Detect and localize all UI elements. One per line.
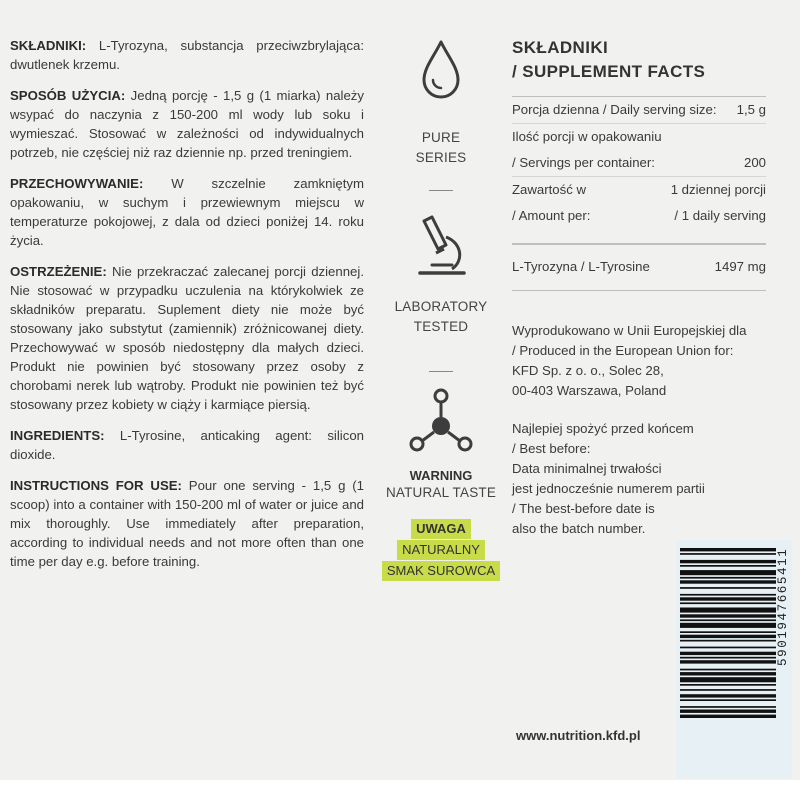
barcode-stripe — [680, 577, 776, 579]
barcode-stripe — [680, 597, 776, 600]
facts-row-right: 1 dziennej porcji — [670, 182, 766, 197]
pl-storage-label: PRZECHOWYWANIE: — [10, 176, 144, 191]
ingredient-row — [512, 243, 766, 280]
uwaga-highlight: UWAGA — [411, 519, 471, 539]
facts-row-right: 1,5 g — [736, 102, 766, 117]
en-instructions-text: Pour one serving - 1,5 g (1 scoop) into a container with 150-200 ml of water or juice and mix thoroughly. Use immediately after preparation, according to individual needs and not more often than one time per day e.g. before training. — [10, 478, 364, 569]
barcode-stripe — [680, 560, 776, 563]
barcode-stripe — [680, 570, 776, 575]
barcode-stripe — [680, 619, 776, 621]
barcode-stripe — [680, 553, 776, 555]
barcode-stripe — [680, 640, 776, 642]
facts-row-right: / 1 daily serving — [674, 208, 766, 223]
sf-title-line1: SKŁADNIKI — [512, 38, 609, 57]
barcode-stripe — [680, 669, 776, 671]
facts-row — [512, 203, 766, 229]
pl-usage-section — [10, 86, 364, 162]
supplement-facts-title — [512, 36, 766, 84]
supplement-facts-column — [512, 36, 766, 539]
facts-row-right: 200 — [743, 155, 766, 170]
lab-line2: TESTED — [413, 319, 469, 334]
facts-row — [512, 176, 766, 203]
barcode-stripe — [680, 706, 776, 708]
barcode-stripe — [680, 548, 776, 551]
pl-storage-section — [10, 174, 364, 250]
pure-line2: SERIES — [415, 150, 467, 165]
en-ingredients-label: INGREDIENTS: — [10, 428, 105, 443]
facts-row-left: Zawartość w — [512, 182, 587, 197]
sf-title-line2: / SUPPLEMENT FACTS — [512, 62, 706, 81]
website-url: www.nutrition.kfd.pl — [516, 728, 641, 743]
barcode-stripe — [680, 710, 776, 713]
producer-info — [512, 321, 766, 401]
best-before-line3: Data minimalnej trwałości — [512, 461, 662, 476]
barcode-stripe — [680, 614, 776, 617]
best-before-line4: jest jednocześnie numerem partii — [512, 481, 705, 496]
barcode-stripe — [680, 672, 776, 675]
facts-row — [512, 150, 766, 176]
barcode-stripe — [680, 608, 776, 613]
producer-line2: / Produced in the European Union for: — [512, 343, 734, 358]
barcode-stripe — [680, 715, 776, 718]
ingredient-name: L-Tyrozyna / L-Tyrosine — [512, 259, 650, 274]
barcode-stripe — [680, 677, 776, 682]
facts-bottom-rule — [512, 290, 766, 291]
barcode-number: 5901947665411 — [776, 548, 790, 667]
facts-row — [512, 123, 766, 150]
barcode-stripe — [680, 647, 776, 649]
barcode — [676, 540, 792, 778]
producer-line1: Wyprodukowano w Unii Europejskiej dla — [512, 323, 747, 338]
barcode-stripe — [680, 699, 776, 701]
pl-warning-text: Nie przekraczać zalecanej porcji dziennej. Nie stosować w przypadku uczulenia na którykolwiek ze składników preparatu. Suplement diety nie może być stosowany jako substytut (zamiennik) zróżnicowanej diety. Przechowywać w sposób niedostępny dla małych dzieci. Produkt nie powinien być stosowany przez osoby z chorobami nerek lub wątroby. Produkt nie powinien też być stosowany przez kobiety w ciąży i karmiące piersią. — [10, 264, 364, 412]
barcode-stripe — [680, 602, 776, 604]
en-ingredients-text: L-Tyrosine, anticaking agent: silicon dioxide. — [10, 428, 364, 462]
best-before-line5: / The best-before date is — [512, 501, 655, 516]
pl-warning-label: OSTRZEŻENIE: — [10, 264, 107, 279]
best-before-line1: Najlepiej spożyć przed końcem — [512, 421, 694, 436]
barcode-stripe — [680, 580, 776, 583]
badges-column — [375, 30, 507, 582]
pl-warning-section — [10, 262, 364, 414]
pl-ingredients-text: L-Tyrozyna, substancja przeciwzbrylająca: dwutlenek krzemu. — [10, 38, 364, 72]
producer-line4: 00-403 Warszawa, Poland — [512, 383, 667, 398]
best-before-line6: also the batch number. — [512, 521, 646, 536]
pl-ingredients-label: SKŁADNIKI: — [10, 38, 87, 53]
facts-row — [512, 96, 766, 123]
barcode-stripe — [680, 660, 776, 663]
barcode-stripe — [680, 623, 776, 628]
barcode-stripe — [680, 565, 776, 567]
facts-row-left: / Amount per: — [512, 208, 591, 223]
barcode-stripe — [680, 587, 776, 589]
barcode-stripe — [680, 631, 776, 633]
barcode-stripe — [680, 635, 776, 638]
ingredient-amount: 1497 mg — [714, 259, 766, 274]
best-before-line2: / Best before: — [512, 441, 591, 456]
description-column — [10, 36, 364, 583]
facts-row-left: Ilość porcji w opakowaniu — [512, 129, 662, 144]
microscope-icon — [412, 215, 470, 279]
naturalny-highlight: NATURALNY — [397, 540, 485, 560]
pl-ingredients-section — [10, 36, 364, 74]
pure-line1: PURE — [421, 130, 461, 145]
barcode-stripe — [680, 652, 776, 655]
en-instructions-label: INSTRUCTIONS FOR USE: — [10, 478, 182, 493]
pl-storage-text: W szczelnie zamkniętym opakowaniu, w suchym i przewiewnym miejscu w temperaturze pokojowej, z dala od dzieci poniżej 14. roku życia. — [10, 176, 364, 248]
molecule-icon — [408, 386, 474, 456]
barcode-stripe — [680, 689, 776, 691]
warning-sub: NATURAL TASTE — [385, 485, 497, 500]
barcode-bars — [680, 544, 776, 774]
barcode-stripe — [680, 657, 776, 659]
drop-icon — [419, 38, 463, 102]
en-ingredients-section — [10, 426, 364, 464]
smak-highlight: SMAK SUROWCA — [382, 561, 500, 581]
warning-title: WARNING — [409, 468, 473, 483]
barcode-stripe — [680, 694, 776, 697]
barcode-stripe — [680, 684, 776, 686]
best-before-info — [512, 419, 766, 539]
producer-line3: KFD Sp. z o. o., Solec 28, — [512, 363, 664, 378]
facts-row-left: Porcja dzienna / Daily serving size: — [512, 102, 717, 117]
pl-usage-label: SPOSÓB UŻYCIA: — [10, 88, 126, 103]
lab-line1: LABORATORY — [394, 299, 488, 314]
facts-row-left: / Servings per container: — [512, 155, 655, 170]
barcode-stripe — [680, 594, 776, 596]
en-instructions-section — [10, 476, 364, 571]
pl-usage-text: Jedną porcję - 1,5 g (1 miarka) należy wsypać do naczynia z 150-200 ml wody lub soku i wymieszać. Stosować w zależności od indywidualnych potrzeb, nie częściej niż raz dziennie np. przed treningiem. — [10, 88, 364, 160]
